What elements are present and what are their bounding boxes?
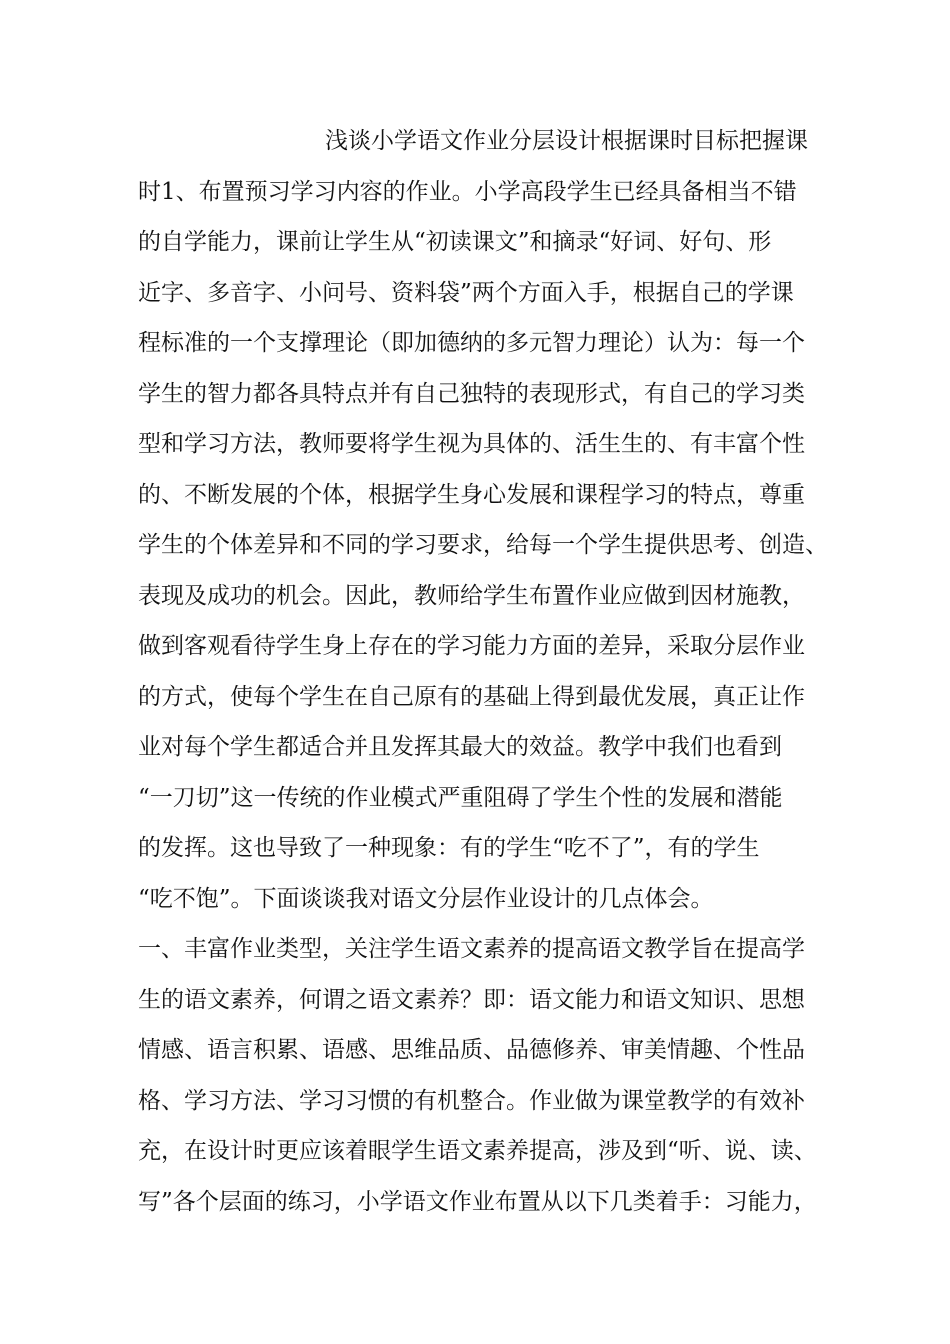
body-line: 的、不断发展的个体，根据学生身心发展和课程学习的特点，尊重 xyxy=(138,481,805,508)
body-line: 的发挥。这也导致了一种现象：有的学生“吃不了”，有的学生 xyxy=(138,835,760,861)
body-line: 时1、布置预习学习内容的作业。小学高段学生已经具备相当不错 xyxy=(138,178,797,205)
body-line: 做到客观看待学生身上存在的学习能力方面的差异，采取分层作业 xyxy=(138,633,805,659)
body-line: 写”各个层面的练习，小学语文作业布置从以下几类着手：习能力， xyxy=(138,1188,817,1215)
body-line: “吃不饱”。下面谈谈我对语文分层作业设计的几点体会。 xyxy=(138,885,714,912)
body-line: 程标准的一个支撑理论（即加德纳的多元智力理论）认为：每一个 xyxy=(138,330,805,356)
body-line: 业对每个学生都适合并且发挥其最大的效益。教学中我们也看到 xyxy=(138,734,782,760)
body-line: 生的语文素养，何谓之语文素养？即：语文能力和语文知识、思想 xyxy=(138,986,805,1013)
body-line: 近字、多音字、小问号、资料袋”两个方面入手，根据自己的学课 xyxy=(138,279,794,306)
body-line: 格、学习方法、学习习惯的有机整合。作业做为课堂教学的有效补 xyxy=(138,1087,805,1114)
body-line: 的自学能力，课前让学生从“初读课文”和摘录“好词、好句、形 xyxy=(138,229,772,255)
body-line: 情感、语言积累、语感、思维品质、品德修养、审美情趣、个性品 xyxy=(138,1037,805,1063)
title-line: 浅谈小学语文作业分层设计根据课时目标把握课 xyxy=(325,128,808,154)
body-line: 学生的智力都各具特点并有自己独特的表现形式，有自己的学习类 xyxy=(138,380,805,407)
section-heading-line: 一、丰富作业类型，关注学生语文素养的提高语文教学旨在提高学 xyxy=(138,936,805,962)
document-body xyxy=(138,116,828,1227)
body-line: 表现及成功的机会。因此，教师给学生布置作业应做到因材施教， xyxy=(138,582,805,609)
body-line: “一刀切”这一传统的作业模式严重阻碍了学生个性的发展和潜能 xyxy=(138,784,783,811)
body-line: 的方式，使每个学生在自己原有的基础上得到最优发展，真正让作 xyxy=(138,683,805,710)
body-line: 学生的个体差异和不同的学习要求，给每一个学生提供思考、创造、 xyxy=(138,532,828,558)
body-line: 充，在设计时更应该着眼学生语文素养提高，涉及到“听、说、读、 xyxy=(138,1138,817,1164)
body-line: 型和学习方法，教师要将学生视为具体的、活生生的、有丰富个性 xyxy=(138,431,805,457)
